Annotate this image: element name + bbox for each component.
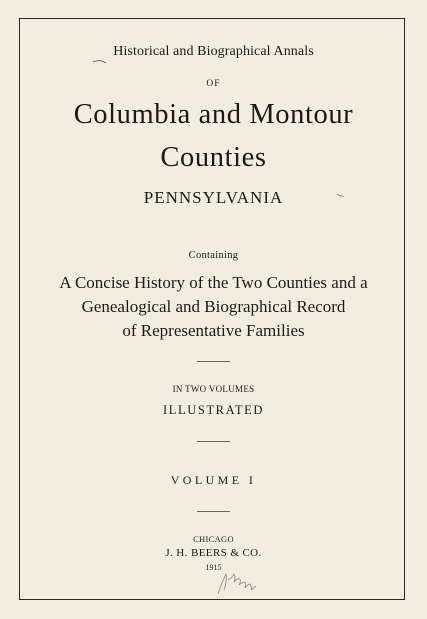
description-line-1: A Concise History of the Two Counties and a <box>59 273 368 292</box>
containing-label: Containing <box>188 250 239 261</box>
description-line-3: of Representative Families <box>122 321 305 340</box>
book-title-line-1: Columbia and Montour <box>73 99 354 130</box>
volumes-note: IN TWO VOLUMES <box>172 384 255 394</box>
pencil-signature <box>218 574 256 594</box>
book-heading: Historical and Biographical Annals <box>113 44 314 59</box>
pencil-annotations <box>12 0 425 619</box>
pencil-tick-mark <box>337 194 344 197</box>
state-name: PENNSYLVANIA <box>143 188 284 207</box>
pencil-underline-mark <box>93 61 106 63</box>
publication-year: 1915 <box>205 563 222 572</box>
of-label: OF <box>206 79 221 89</box>
illustrated-label: ILLUSTRATED <box>163 403 264 417</box>
publisher-city: CHICAGO <box>193 534 234 544</box>
book-title-line-2: Counties <box>160 142 267 173</box>
publisher-name: J. H. BEERS & CO. <box>165 547 262 559</box>
volume-label: VOLUME I <box>170 473 257 487</box>
description-line-2: Genealogical and Biographical Record <box>81 297 346 316</box>
